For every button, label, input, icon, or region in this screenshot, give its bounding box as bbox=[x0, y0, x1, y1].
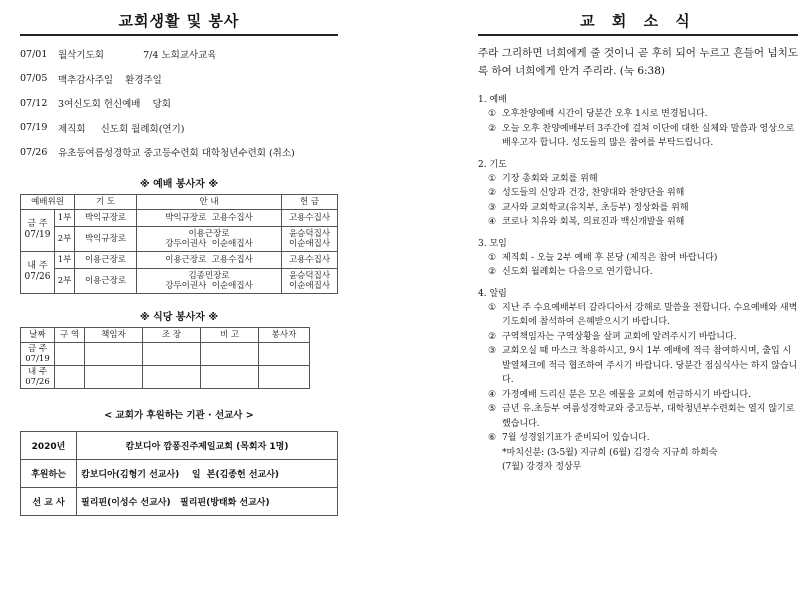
bible-verse: 주라 그리하면 너희에게 줄 것이니 곧 후히 되어 누르고 흔들어 넘치도록 하여 너희에게 안겨 주리라. (눅 6:38) bbox=[478, 47, 798, 77]
page-title-church-news: 교 회 소 식 bbox=[478, 10, 798, 36]
list-item: ④ 가정예배 드리신 분은 모은 예물을 교회에 헌금하시기 바랍니다. bbox=[488, 389, 751, 400]
table-header: 책임자 bbox=[85, 327, 143, 342]
worship-volunteers-table bbox=[20, 194, 338, 294]
table-row: 후원하는 캄보디아(김형기 선교사) 일 본(김종헌 선교사) bbox=[21, 459, 338, 487]
table-row: 2부 박익규장로 이용근장로 강두이권사 이순애집사 윤승덕집사 이순애집사 bbox=[21, 226, 338, 251]
table-header: 헌 금 bbox=[282, 194, 338, 209]
table-row: 금 주 07/19 bbox=[21, 342, 310, 365]
table-header: 구 역 bbox=[55, 327, 85, 342]
sponsor-table bbox=[20, 431, 338, 516]
table-row: 2부 이용근장로 김종민장로 강두이권사 이순애집사 윤승덕집사 이순애집사 bbox=[21, 268, 338, 293]
list-item: ② 구역책임자는 구역상황을 살펴 교회에 알려주시기 바랍니다. bbox=[488, 331, 737, 342]
week-cell: 내 주 07/26 bbox=[21, 251, 55, 293]
table-row: 금 주 07/19 1부 박익규장로 박익규장로 고용수집사 고용수집사 bbox=[21, 209, 338, 226]
news-section-notices: 4. 알림 ① 지난 주 수요예배부터 갈라디아서 강해로 말씀을 전합니다. 수요예배와 새벽기도회에 참석하여 은혜받으시기 바랍니다. ② 구역책임자는 구역상황을 살펴 교회에 알려주시기 바랍니다. ③ 교회오실 때 마스크 착용하시고, 9시 1부 예배에 적극 참여하시며, 출입 시 발열체크에 적극 협조하여 주시기 바랍니다. 당분간 점심식사는 하지 않습니다. ④ 가정예배 드리신 분은 모은 예물을 교회에 헌금하시기 바랍니다. ⑤ 금년 유.초등부 여름성경학교와 중고등부, 대학청년부수련회는 열지 않기로 했습니다. ⑥ 7월 성경읽기표가 준비되어 있습니다. *마치신분: (3-5월) 지규희 (6월) 김경숙 지규희 하희숙 (7월) 강경자 정상무 bbox=[478, 288, 798, 472]
schedule-item: 07/19 제직회 신도회 월례회(연기) bbox=[20, 122, 185, 135]
table-header: 기 도 bbox=[75, 194, 137, 209]
list-item: ① 오후찬양예배 시간이 당분간 오후 1시로 변경됩니다. bbox=[488, 109, 708, 119]
table-row: 선 교 사 필리핀(이성수 선교사) 필리핀(방태화 선교사) bbox=[21, 487, 338, 515]
schedule-item: 07/01 월삭기도회 7/4 노회교사교육 bbox=[20, 48, 217, 62]
list-item: ⑤ 금년 유.초등부 여름성경학교와 중고등부, 대학청년부수련회는 열지 않기로 했습니다. bbox=[488, 404, 795, 429]
list-item: ① 지난 주 수요예배부터 갈라디아서 강해로 말씀을 전합니다. 수요예배와 새벽기도회에 참석하여 은혜받으시기 바랍니다. bbox=[488, 302, 798, 327]
list-item: ② 성도들의 신앙과 건강, 찬양대와 찬양단을 위해 bbox=[488, 188, 685, 198]
table-row: 내 주 07/26 1부 이용근장로 이용근장로 고용수집사 고용수집사 bbox=[21, 251, 338, 268]
reading-completed-note: *마치신분: (3-5월) 지규희 (6월) 김경숙 지규희 하희숙 bbox=[502, 447, 718, 458]
page-title-church-life: 교회생활 및 봉사 bbox=[20, 10, 338, 36]
table-header: 봉사자 bbox=[259, 327, 310, 342]
schedule-list bbox=[20, 42, 338, 165]
list-item: ② 오늘 오후 찬양예배부터 3주간에 걸쳐 이단에 대한 실체와 말씀과 영상으로 배우고자 합니다. 성도들의 많은 참여를 부탁드립니다. bbox=[488, 123, 795, 148]
list-item: ③ 교회오실 때 마스크 착용하시고, 9시 1부 예배에 적극 참여하시며, 출입 시 발열체크에 적극 협조하여 주시기 바랍니다. 당분간 점심식사는 하지 않습니다. bbox=[488, 346, 798, 385]
news-section-worship: 1. 예배 ① 오후찬양예배 시간이 당분간 오후 1시로 변경됩니다. ② 오늘 오후 찬양예배부터 3주간에 걸쳐 이단에 대한 실체와 말씀과 영상으로 배우고자 합니다. 성도들의 많은 참여를 부탁드립니다. bbox=[478, 92, 798, 151]
reading-completed-note: (7월) 강경자 정상무 bbox=[502, 461, 582, 472]
news-section-prayer: 2. 기도 ① 기장 총회와 교회를 위해 ② 성도들의 신앙과 건강, 찬양대와 찬양단을 위해 ③ 교사와 교회학교(유치부, 초등부) 정상화를 위해 ④ 코로나 치유와 회복, 의료진과 백신개발을 위해 bbox=[478, 157, 798, 230]
worship-volunteers-title: ※ 예배 봉사자 ※ bbox=[139, 178, 219, 190]
list-item: ② 신도회 월례회는 다음으로 연기합니다. bbox=[488, 267, 653, 277]
meal-volunteers-title: ※ 식당 봉사자 ※ bbox=[139, 311, 219, 323]
schedule-item: 07/05 맥추감사주일 환경주일 bbox=[20, 73, 162, 86]
table-header: 안 내 bbox=[137, 194, 282, 209]
table-row: 내 주 07/26 bbox=[21, 365, 310, 388]
table-row: 2020년 캄보디아 깜퐁진주제일교회 (목회자 1명) bbox=[21, 431, 338, 459]
week-cell: 금 주 07/19 bbox=[21, 209, 55, 251]
list-item: ① 기장 총회와 교회를 위해 bbox=[488, 173, 598, 184]
schedule-item: 07/12 3여신도회 헌신예배 당회 bbox=[20, 97, 171, 111]
table-header: 날짜 bbox=[21, 327, 55, 342]
list-item: ③ 교사와 교회학교(유치부, 초등부) 정상화를 위해 bbox=[488, 202, 689, 213]
schedule-item: 07/26 유초등여름성경학교 중고등수련회 대학청년수련회 (취소) bbox=[20, 146, 295, 160]
table-header: 비 고 bbox=[201, 327, 259, 342]
sponsor-title: < 교회가 후원하는 기관 · 선교사 > bbox=[104, 409, 254, 421]
table-header: 조 장 bbox=[143, 327, 201, 342]
left-page bbox=[20, 10, 338, 516]
list-item: ④ 코로나 치유와 회복, 의료진과 백신개발을 위해 bbox=[488, 217, 685, 227]
meal-volunteers-table bbox=[20, 327, 310, 389]
list-item: ⑥ 7월 성경읽기표가 준비되어 있습니다. bbox=[488, 433, 650, 443]
table-header: 예배위원 bbox=[21, 194, 75, 209]
list-item: ① 제직회 - 오늘 2부 예배 후 본당 (제직은 참여 바랍니다) bbox=[488, 252, 718, 263]
right-page bbox=[478, 10, 798, 474]
news-section-meetings: 3. 모임 ① 제직회 - 오늘 2부 예배 후 본당 (제직은 참여 바랍니다) ② 신도회 월례회는 다음으로 연기합니다. bbox=[478, 236, 798, 280]
